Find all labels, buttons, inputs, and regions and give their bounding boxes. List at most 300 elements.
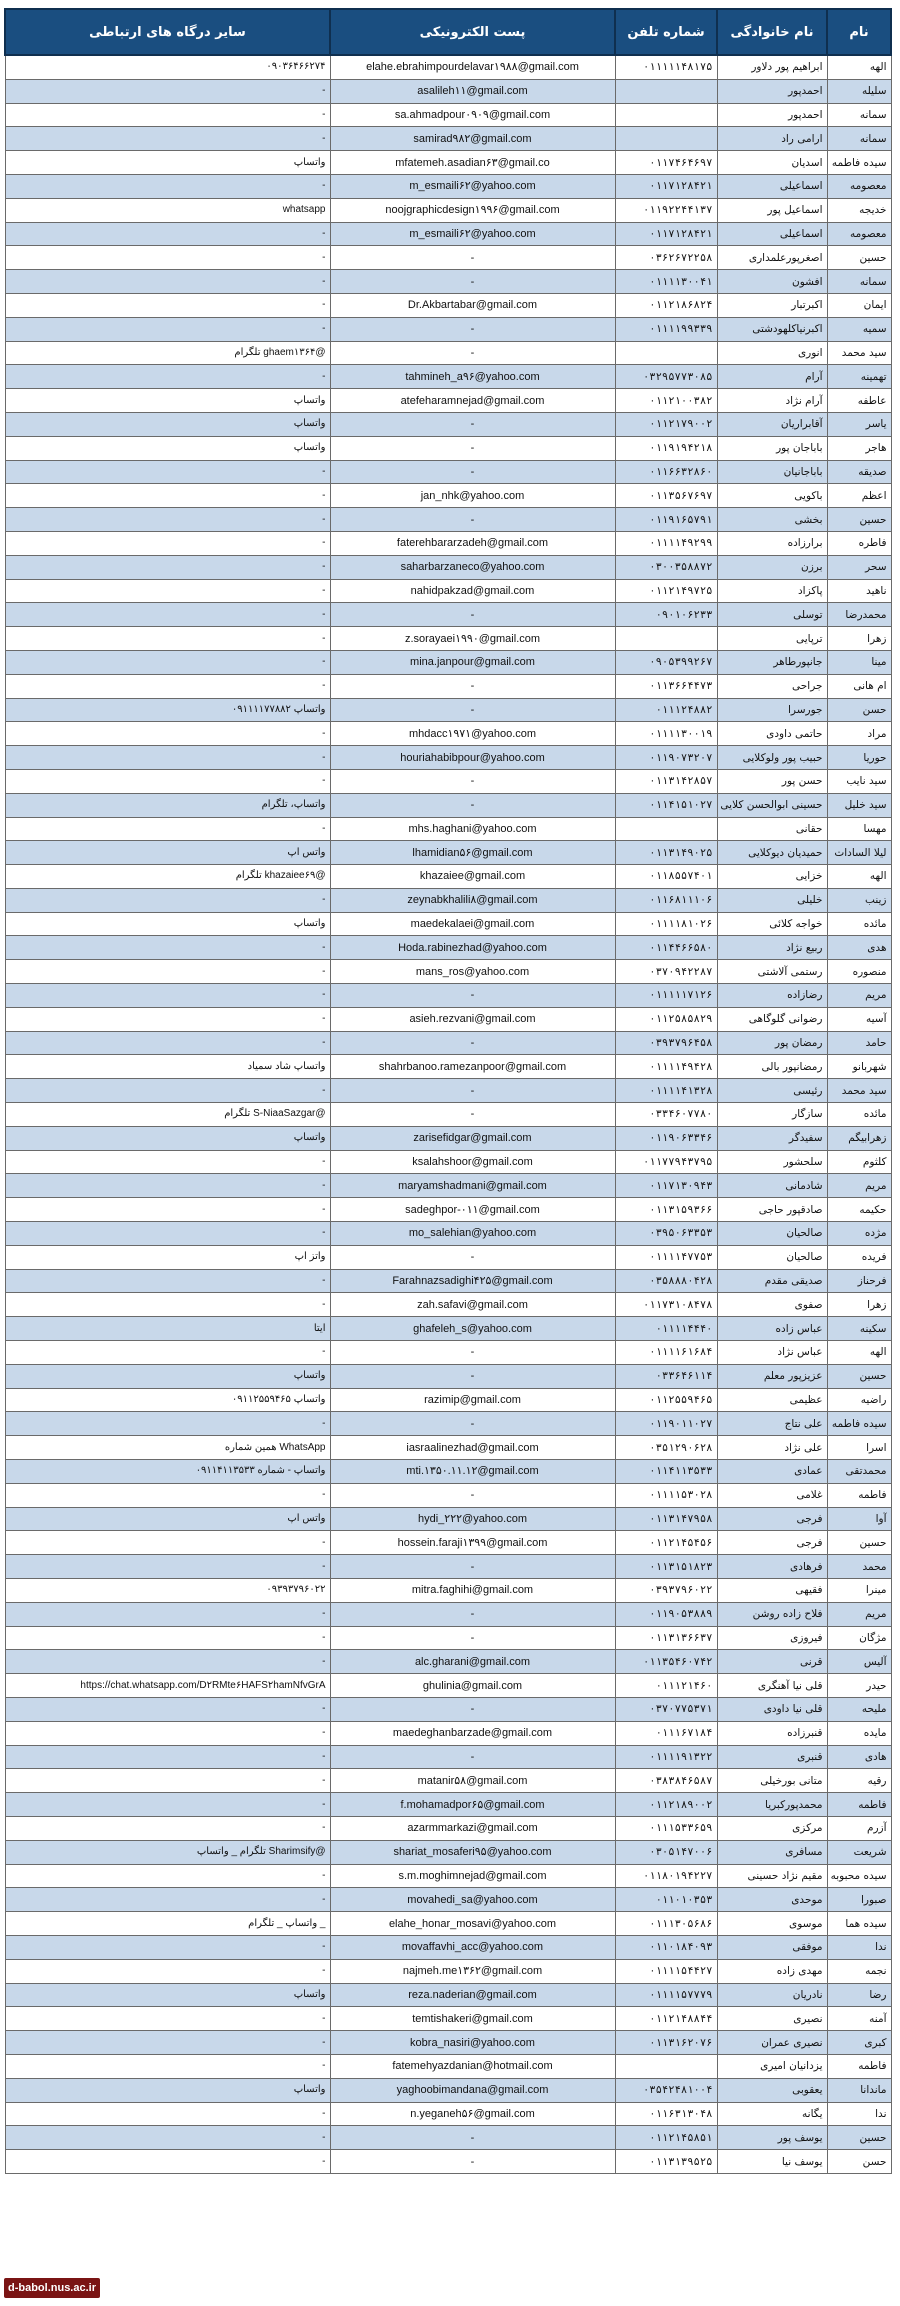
cell-email[interactable]: nahidpakzad@gmail.com	[330, 579, 615, 603]
cell-name: سمانه	[827, 270, 891, 294]
cell-other: -	[5, 674, 330, 698]
table-row	[5, 460, 891, 484]
cell-email[interactable]: temtishakeri@gmail.com	[330, 2007, 615, 2031]
table-row	[5, 1055, 891, 1079]
cell-phone: ۰۱۱۹۰۵۳۸۸۹	[615, 1602, 717, 1626]
cell-family: موسوی	[717, 1912, 827, 1936]
cell-name: آسیه	[827, 1007, 891, 1031]
cell-name: حسین	[827, 1364, 891, 1388]
cell-phone	[615, 103, 717, 127]
cell-other: -	[5, 365, 330, 389]
cell-family: قرنی	[717, 1650, 827, 1674]
cell-other: واتساپ، تلگرام	[5, 793, 330, 817]
cell-email[interactable]: -	[330, 341, 615, 365]
cell-other: -	[5, 579, 330, 603]
cell-email[interactable]: -	[330, 2150, 615, 2174]
table-row	[5, 1626, 891, 1650]
cell-email[interactable]: saharbarzaneco@yahoo.com	[330, 555, 615, 579]
table-row	[5, 2054, 891, 2078]
cell-other: -	[5, 960, 330, 984]
cell-email[interactable]: z.sorayaei۱۹۹۰@gmail.com	[330, 627, 615, 651]
cell-email[interactable]: asalileh۱۱@gmail.com	[330, 79, 615, 103]
cell-name: زهرا	[827, 627, 891, 651]
table-row	[5, 1388, 891, 1412]
cell-phone: ۰۱۱۱۲۱۴۶۰	[615, 1674, 717, 1698]
cell-phone: ۰۱۱۱۵۳۳۶۵۹	[615, 1816, 717, 1840]
cell-phone: ۰۱۱۲۱۴۹۷۲۵	[615, 579, 717, 603]
cell-other: -	[5, 627, 330, 651]
cell-name: ام هانی	[827, 674, 891, 698]
cell-family: پاکزاد	[717, 579, 827, 603]
cell-email[interactable]: mina.janpour@gmail.com	[330, 650, 615, 674]
table-row	[5, 55, 891, 79]
cell-other: -	[5, 1935, 330, 1959]
cell-email[interactable]: -	[330, 1697, 615, 1721]
cell-phone: ۰۱۱۳۵۶۷۶۹۷	[615, 484, 717, 508]
table-row	[5, 1126, 891, 1150]
table-row	[5, 603, 891, 627]
cell-other: -	[5, 2007, 330, 2031]
cell-other: -	[5, 1959, 330, 1983]
cell-email[interactable]: -	[330, 1079, 615, 1103]
table-row	[5, 2126, 891, 2150]
cell-other: -	[5, 2150, 330, 2174]
cell-name: تهمینه	[827, 365, 891, 389]
cell-phone: ۰۳۵۸۸۸۰۴۲۸	[615, 1269, 717, 1293]
cell-email[interactable]: alc.gharani@gmail.com	[330, 1650, 615, 1674]
cell-other: واتساپ	[5, 1126, 330, 1150]
cell-name: لیلا السادات	[827, 841, 891, 865]
cell-phone: ۰۱۱۱۱۹۱۳۲۲	[615, 1745, 717, 1769]
cell-other: ایتا	[5, 1317, 330, 1341]
cell-email[interactable]: -	[330, 270, 615, 294]
cell-other: -	[5, 722, 330, 746]
cell-email[interactable]: najmeh.me۱۳۶۲@gmail.com	[330, 1959, 615, 1983]
cell-email[interactable]: -	[330, 603, 615, 627]
cell-phone: ۰۱۱۱۱۴۹۴۲۸	[615, 1055, 717, 1079]
cell-email[interactable]: iasraalinezhad@gmail.com	[330, 1436, 615, 1460]
cell-name: مژگان	[827, 1626, 891, 1650]
cell-other: واتساپ	[5, 151, 330, 175]
cell-other: تلگرام S-NiaaSazgar@	[5, 1103, 330, 1127]
cell-email[interactable]: sadeghpor-۰۱۱@gmail.com	[330, 1198, 615, 1222]
table-row	[5, 484, 891, 508]
cell-family: شادمانی	[717, 1174, 827, 1198]
cell-family: حسن پور	[717, 769, 827, 793]
cell-email[interactable]: -	[330, 698, 615, 722]
cell-phone: ۰۱۱۶۸۱۱۱۰۶	[615, 888, 717, 912]
cell-other: -	[5, 1650, 330, 1674]
cell-other: -	[5, 246, 330, 270]
cell-name: حسین	[827, 246, 891, 270]
cell-family: اسماعیلی	[717, 174, 827, 198]
table-row	[5, 174, 891, 198]
cell-phone: ۰۱۱۳۱۳۹۵۲۵	[615, 2150, 717, 2174]
cell-family: عباس نژاد	[717, 1341, 827, 1365]
table-row	[5, 1864, 891, 1888]
cell-family: نصیری	[717, 2007, 827, 2031]
table-row	[5, 1769, 891, 1793]
cell-name: سیده فاطمه	[827, 1412, 891, 1436]
cell-other: واتساپ	[5, 412, 330, 436]
cell-email[interactable]: s.m.moghimnejad@gmail.com	[330, 1864, 615, 1888]
cell-email[interactable]: samirad۹۸۲@gmail.com	[330, 127, 615, 151]
cell-email[interactable]: -	[330, 1626, 615, 1650]
cell-name: سید نایب	[827, 769, 891, 793]
table-row	[5, 151, 891, 175]
cell-email[interactable]: asieh.rezvani@gmail.com	[330, 1007, 615, 1031]
cell-name: فاطمه	[827, 1483, 891, 1507]
cell-email[interactable]: matanir۵۸@gmail.com	[330, 1769, 615, 1793]
cell-name: ملیحه	[827, 1697, 891, 1721]
cell-family: سازگار	[717, 1103, 827, 1127]
cell-other: -	[5, 1198, 330, 1222]
cell-email[interactable]: mhs.haghani@yahoo.com	[330, 817, 615, 841]
cell-email[interactable]: maryamshadmani@gmail.com	[330, 1174, 615, 1198]
cell-email[interactable]: mti.۱۳۵۰.۱۱.۱۲@gmail.com	[330, 1460, 615, 1484]
cell-name: مریم	[827, 984, 891, 1008]
cell-name: سیده محبوبه	[827, 1864, 891, 1888]
cell-phone	[615, 627, 717, 651]
cell-phone	[615, 79, 717, 103]
cell-phone: ۰۱۱۶۶۳۲۸۶۰	[615, 460, 717, 484]
cell-name: سید محمد	[827, 341, 891, 365]
cell-phone: ۰۱۱۱۱۵۴۴۲۷	[615, 1959, 717, 1983]
cell-phone: ۰۱۱۳۱۳۶۶۳۷	[615, 1626, 717, 1650]
cell-email[interactable]: m_esmaili۶۲@yahoo.com	[330, 222, 615, 246]
cell-family: اکبرتبار	[717, 293, 827, 317]
cell-family: علی نژاد	[717, 1436, 827, 1460]
cell-email[interactable]: lhamidian۵۶@gmail.com	[330, 841, 615, 865]
cell-other: -	[5, 2126, 330, 2150]
cell-family: سلحشور	[717, 1150, 827, 1174]
cell-other: -	[5, 174, 330, 198]
cell-other: -	[5, 2031, 330, 2055]
cell-family: احمدپور	[717, 103, 827, 127]
table-row	[5, 198, 891, 222]
cell-name: فاطمه	[827, 1793, 891, 1817]
cell-email[interactable]: fatemehyazdanian@hotmail.com	[330, 2054, 615, 2078]
cell-phone: ۰۱۱۷۷۹۴۳۷۹۵	[615, 1150, 717, 1174]
cell-email[interactable]: shahrbanoo.ramezanpoor@gmail.com	[330, 1055, 615, 1079]
table-row	[5, 1555, 891, 1579]
cell-email[interactable]: -	[330, 508, 615, 532]
cell-phone: ۰۱۱۹۰۱۱۰۲۷	[615, 1412, 717, 1436]
cell-email[interactable]: kobra_nasiri@yahoo.com	[330, 2031, 615, 2055]
cell-family: جورسرا	[717, 698, 827, 722]
cell-name: نجمه	[827, 1959, 891, 1983]
cell-email[interactable]: hossein.faraji۱۳۹۹@gmail.com	[330, 1531, 615, 1555]
cell-phone: ۰۱۱۴۴۶۶۵۸۰	[615, 936, 717, 960]
cell-phone: ۰۱۱۲۱۴۸۸۴۴	[615, 2007, 717, 2031]
cell-phone: ۰۹۰۱۰۶۲۳۳	[615, 603, 717, 627]
cell-name: الهه	[827, 865, 891, 889]
cell-other: تلگرام _ واتساپ Sharimsify@	[5, 1840, 330, 1864]
cell-email[interactable]: zarisefidgar@gmail.com	[330, 1126, 615, 1150]
cell-family: حمیدیان دیوکلایی	[717, 841, 827, 865]
table-row	[5, 960, 891, 984]
cell-family: خلیلی	[717, 888, 827, 912]
cell-email[interactable]: mo_salehian@yahoo.com	[330, 1222, 615, 1246]
cell-email[interactable]: -	[330, 1364, 615, 1388]
table-row	[5, 1793, 891, 1817]
cell-phone: ۰۱۱۱۱۵۷۷۷۹	[615, 1983, 717, 2007]
table-row	[5, 674, 891, 698]
cell-email[interactable]: reza.naderian@gmail.com	[330, 1983, 615, 2007]
cell-name: فرحناز	[827, 1269, 891, 1293]
cell-other: ۰۹۳۹۳۷۹۶۰۲۲	[5, 1579, 330, 1603]
cell-phone: ۰۱۱۶۳۱۳۰۴۸	[615, 2102, 717, 2126]
cell-email[interactable]: -	[330, 1745, 615, 1769]
cell-phone: ۰۱۱۳۵۴۶۰۷۴۲	[615, 1650, 717, 1674]
cell-family: مقیم نژاد حسینی	[717, 1864, 827, 1888]
cell-family: موحدی	[717, 1888, 827, 1912]
cell-phone	[615, 341, 717, 365]
cell-phone	[615, 2054, 717, 2078]
cell-other: -	[5, 293, 330, 317]
table-row	[5, 2031, 891, 2055]
cell-name: الهه	[827, 1341, 891, 1365]
cell-email[interactable]: yaghoobimandana@gmail.com	[330, 2078, 615, 2102]
cell-email[interactable]: -	[330, 1341, 615, 1365]
cell-phone: ۰۱۱۱۱۳۰۰۱۹	[615, 722, 717, 746]
cell-family: ربیع نژاد	[717, 936, 827, 960]
cell-name: حسین	[827, 508, 891, 532]
cell-family: ارامی راد	[717, 127, 827, 151]
cell-other: -	[5, 531, 330, 555]
table-row	[5, 389, 891, 413]
cell-name: شهربانو	[827, 1055, 891, 1079]
cell-email[interactable]: zah.safavi@gmail.com	[330, 1293, 615, 1317]
table-row	[5, 2102, 891, 2126]
table-row	[5, 936, 891, 960]
cell-family: ترپایی	[717, 627, 827, 651]
cell-email[interactable]: azarmmarkazi@gmail.com	[330, 1816, 615, 1840]
table-row	[5, 1483, 891, 1507]
cell-name: مینا	[827, 650, 891, 674]
cell-family: رئیسی	[717, 1079, 827, 1103]
cell-email[interactable]: f.mohamadpor۶۵@gmail.com	[330, 1793, 615, 1817]
cell-phone: ۰۱۱۹۰۶۳۳۴۶	[615, 1126, 717, 1150]
cell-email[interactable]: mhdacc۱۹۷۱@yahoo.com	[330, 722, 615, 746]
cell-name: مریم	[827, 1174, 891, 1198]
cell-phone: ۰۱۱۳۱۵۹۳۶۶	[615, 1198, 717, 1222]
cell-email[interactable]: ksalahshoor@gmail.com	[330, 1150, 615, 1174]
cell-phone: ۰۱۱۲۵۵۹۴۶۵	[615, 1388, 717, 1412]
cell-family: عمادی	[717, 1460, 827, 1484]
table-row	[5, 1222, 891, 1246]
cell-email[interactable]: mans_ros@yahoo.com	[330, 960, 615, 984]
cell-family: باباجانیان	[717, 460, 827, 484]
cell-email[interactable]: -	[330, 1412, 615, 1436]
cell-other: واتساپ	[5, 389, 330, 413]
cell-email[interactable]: houriahabibpour@yahoo.com	[330, 746, 615, 770]
cell-family: جراحی	[717, 674, 827, 698]
table-row	[5, 293, 891, 317]
cell-phone: ۰۱۱۱۱۴۴۴۰	[615, 1317, 717, 1341]
table-row	[5, 793, 891, 817]
cell-other: -	[5, 1721, 330, 1745]
cell-email[interactable]: elahe_honar_mosavi@yahoo.com	[330, 1912, 615, 1936]
cell-name: کلثوم	[827, 1150, 891, 1174]
cell-email[interactable]: movaffavhi_acc@yahoo.com	[330, 1935, 615, 1959]
cell-email[interactable]: -	[330, 1483, 615, 1507]
cell-name: حسین	[827, 1531, 891, 1555]
cell-email[interactable]: Dr.Akbartabar@gmail.com	[330, 293, 615, 317]
table-row	[5, 1959, 891, 1983]
cell-name: آزرم	[827, 1816, 891, 1840]
cell-family: موفقی	[717, 1935, 827, 1959]
cell-phone: ۰۱۱۲۱۸۹۰۰۲	[615, 1793, 717, 1817]
table-row	[5, 1103, 891, 1127]
cell-email[interactable]: jan_nhk@yahoo.com	[330, 484, 615, 508]
cell-name: صدیقه	[827, 460, 891, 484]
cell-phone	[615, 127, 717, 151]
cell-other: واتساپ - شماره ۰۹۱۱۴۱۱۳۵۳۳	[5, 1460, 330, 1484]
cell-email[interactable]: Farahnazsadighi۴۲۵@gmail.com	[330, 1269, 615, 1293]
table-row	[5, 555, 891, 579]
cell-other: -	[5, 1483, 330, 1507]
table-row	[5, 1150, 891, 1174]
cell-family: قلی نیا آهنگری	[717, 1674, 827, 1698]
cell-name: کبری	[827, 2031, 891, 2055]
cell-other: -	[5, 1793, 330, 1817]
cell-name: ناهید	[827, 579, 891, 603]
table-row	[5, 888, 891, 912]
cell-email[interactable]: -	[330, 674, 615, 698]
cell-phone: ۰۱۱۹۱۶۵۷۹۱	[615, 508, 717, 532]
cell-family: صالحیان	[717, 1222, 827, 1246]
cell-name: آمنه	[827, 2007, 891, 2031]
cell-other: -	[5, 2102, 330, 2126]
cell-email[interactable]: -	[330, 436, 615, 460]
cell-phone: ۰۱۱۲۱۴۵۸۵۱	[615, 2126, 717, 2150]
cell-other: واتساپ	[5, 436, 330, 460]
cell-email[interactable]: hydi_۲۲۲@yahoo.com	[330, 1507, 615, 1531]
cell-email[interactable]: -	[330, 2126, 615, 2150]
cell-email[interactable]: -	[330, 984, 615, 1008]
cell-email[interactable]: movahedi_sa@yahoo.com	[330, 1888, 615, 1912]
cell-email[interactable]: mitra.faghihi@gmail.com	[330, 1579, 615, 1603]
cell-phone: ۰۱۱۳۱۴۹۰۲۵	[615, 841, 717, 865]
cell-other: -	[5, 1007, 330, 1031]
cell-phone: ۰۱۱۱۱۴۱۳۲۸	[615, 1079, 717, 1103]
table-row	[5, 1031, 891, 1055]
cell-email[interactable]: n.yeganeh۵۶@gmail.com	[330, 2102, 615, 2126]
cell-family: متانی بورخیلی	[717, 1769, 827, 1793]
cell-email[interactable]: zeynabkhalili۸@gmail.com	[330, 888, 615, 912]
cell-email[interactable]: -	[330, 412, 615, 436]
cell-phone: ۰۳۵۱۲۹۰۶۲۸	[615, 1436, 717, 1460]
cell-other: -	[5, 1269, 330, 1293]
table-row	[5, 746, 891, 770]
cell-other: -	[5, 1079, 330, 1103]
cell-email[interactable]: ghafeleh_s@yahoo.com	[330, 1317, 615, 1341]
cell-email[interactable]: -	[330, 1602, 615, 1626]
cell-family: یوسف پور	[717, 2126, 827, 2150]
table-row	[5, 1697, 891, 1721]
cell-email[interactable]: -	[330, 317, 615, 341]
cell-email[interactable]: sa.ahmadpour۰۹۰۹@gmail.com	[330, 103, 615, 127]
cell-family: یگانه	[717, 2102, 827, 2126]
cell-other: -	[5, 508, 330, 532]
table-row	[5, 865, 891, 889]
cell-name: ندا	[827, 1935, 891, 1959]
cell-name: معصومه	[827, 174, 891, 198]
cell-name: حسین	[827, 2126, 891, 2150]
cell-family: صادقپور حاجی	[717, 1198, 827, 1222]
cell-phone: ۰۹۰۵۳۹۹۲۶۷	[615, 650, 717, 674]
cell-email[interactable]: atefeharamnejad@gmail.com	[330, 389, 615, 413]
cell-name: منصوره	[827, 960, 891, 984]
table-row	[5, 1079, 891, 1103]
cell-phone: ۰۱۱۱۱۱۷۱۲۶	[615, 984, 717, 1008]
cell-name: مریم	[827, 1602, 891, 1626]
table-row	[5, 412, 891, 436]
cell-name: سیده فاطمه	[827, 151, 891, 175]
cell-email[interactable]: -	[330, 246, 615, 270]
cell-email[interactable]: razimip@gmail.com	[330, 1388, 615, 1412]
cell-email[interactable]: maedekalaei@gmail.com	[330, 912, 615, 936]
cell-name: مائده	[827, 1103, 891, 1127]
cell-family: حبیب پور ولوکلایی	[717, 746, 827, 770]
cell-email[interactable]: tahmineh_a۹۶@yahoo.com	[330, 365, 615, 389]
cell-family: یعقوبی	[717, 2078, 827, 2102]
table-row	[5, 127, 891, 151]
cell-email[interactable]: -	[330, 1031, 615, 1055]
cell-email[interactable]: -	[330, 1103, 615, 1127]
cell-email[interactable]: elahe.ebrahimpourdelavar۱۹۸۸@gmail.com	[330, 55, 615, 79]
cell-family: برزن	[717, 555, 827, 579]
cell-email[interactable]: faterehbararzadeh@gmail.com	[330, 531, 615, 555]
cell-family: اصغرپورعلمداری	[717, 246, 827, 270]
cell-email[interactable]: khazaiee@gmail.com	[330, 865, 615, 889]
cell-name: آوا	[827, 1507, 891, 1531]
cell-other: -	[5, 1769, 330, 1793]
cell-name: مژده	[827, 1222, 891, 1246]
cell-family: حقانی	[717, 817, 827, 841]
cell-email[interactable]: mfatemeh.asadian۶۳@gmail.co	[330, 151, 615, 175]
cell-name: حسن	[827, 2150, 891, 2174]
cell-email[interactable]: -	[330, 769, 615, 793]
cell-other: -	[5, 1293, 330, 1317]
cell-email[interactable]: ghulinia@gmail.com	[330, 1674, 615, 1698]
cell-other: همین شماره WhatsApp	[5, 1436, 330, 1460]
cell-email[interactable]: shariat_mosaferi۹۵@yahoo.com	[330, 1840, 615, 1864]
cell-email[interactable]: m_esmaili۶۲@yahoo.com	[330, 174, 615, 198]
cell-phone: ۰۱۱۱۱۸۱۰۲۶	[615, 912, 717, 936]
cell-email[interactable]: noojgraphicdesign۱۹۹۶@gmail.com	[330, 198, 615, 222]
table-row	[5, 1888, 891, 1912]
cell-other: -	[5, 888, 330, 912]
table-row	[5, 508, 891, 532]
cell-other: واتساپ _ تلگرام _	[5, 1912, 330, 1936]
cell-name: عاطفه	[827, 389, 891, 413]
cell-email[interactable]: -	[330, 1245, 615, 1269]
cell-name: مائده	[827, 912, 891, 936]
cell-email[interactable]: -	[330, 1555, 615, 1579]
cell-other: -	[5, 127, 330, 151]
cell-phone: ۰۱۱۱۱۵۳۰۲۸	[615, 1483, 717, 1507]
cell-family: مرکزی	[717, 1816, 827, 1840]
cell-email[interactable]: -	[330, 460, 615, 484]
cell-name: فاطره	[827, 531, 891, 555]
cell-family: رمضانپور بالی	[717, 1055, 827, 1079]
cell-email[interactable]: -	[330, 793, 615, 817]
cell-email[interactable]: Hoda.rabinezhad@yahoo.com	[330, 936, 615, 960]
cell-name: حسن	[827, 698, 891, 722]
cell-email[interactable]: maedeghanbarzade@gmail.com	[330, 1721, 615, 1745]
